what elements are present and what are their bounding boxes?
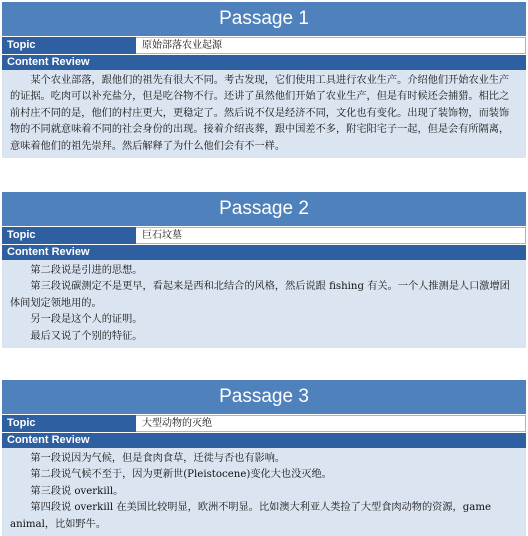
passage-title: Passage 3: [2, 380, 526, 414]
review-paragraph: 第二段说是引进的思想。: [30, 265, 143, 276]
content-review-body: [2, 70, 526, 158]
review-paragraph: 最后又说了个别的特征。: [30, 330, 143, 342]
content-review-body: [2, 260, 526, 348]
topic-value: 巨石坟墓: [136, 227, 526, 244]
topic-row: [2, 36, 526, 54]
review-paragraph: 第三段说 overkill。: [30, 485, 124, 497]
topic-row: [2, 414, 526, 432]
review-paragraph: 第一段说因为气候，但是食肉食草，迁徙与否也有影响。: [30, 453, 286, 464]
review-paragraph: 第四段说 overkill 在美国比较明显，欧洲不明显。比如澳大利亚人类捡了大型食肉动物的资源，game animal，比如野牛。: [10, 502, 492, 530]
content-review-body: [2, 448, 526, 536]
topic-label: Topic: [2, 37, 136, 54]
topic-label: Topic: [2, 415, 136, 432]
review-paragraph: 第三段说碳测定不是更早，看起来是西和北结合的风格，然后说跟 fishing 有关。一个人推测是人口激增团体间划定领地用的。: [10, 281, 510, 309]
content-review-label: Content Review: [2, 54, 526, 70]
review-paragraph: 第二段说气候不至于，因为更新世(Pleistocene)变化大也没灭绝。: [30, 469, 332, 481]
review-paragraph: 另一段是这个人的证明。: [30, 314, 143, 326]
topic-label: Topic: [2, 227, 136, 244]
passage-title: Passage 2: [2, 192, 526, 226]
topic-value: 大型动物的灭绝: [136, 415, 526, 432]
passage-title: Passage 1: [2, 2, 526, 36]
content-review-label: Content Review: [2, 244, 526, 260]
topic-value: 原始部落农业起源: [136, 37, 526, 54]
passage-2: [2, 192, 526, 348]
passage-1: [2, 2, 526, 158]
review-paragraph: 某个农业部落，跟他们的祖先有很大不同。考古发现，它们使用工具进行农业生产。介绍他们开始农业生产的证据。吃肉可以补充盐分，但是吃谷物不行。还讲了虽然他们开始了农业生产，但是有时候还会捕猎。相比之前村庄不同的是，他们的村庄更大，更稳定了。然后说不仅是经济不同，文化也有变化。出现了装饰物，而装饰物的不同就意味着不同的社会身份的出现。接着介绍丧葬，跟中国差不多，附宅阳宅子一起，但是会有所隔离，意味着他们的祖先崇拜。然后解释了为什么他们会有不一样。: [10, 75, 510, 152]
passage-3: [2, 380, 526, 536]
content-review-label: Content Review: [2, 432, 526, 448]
topic-row: [2, 226, 526, 244]
